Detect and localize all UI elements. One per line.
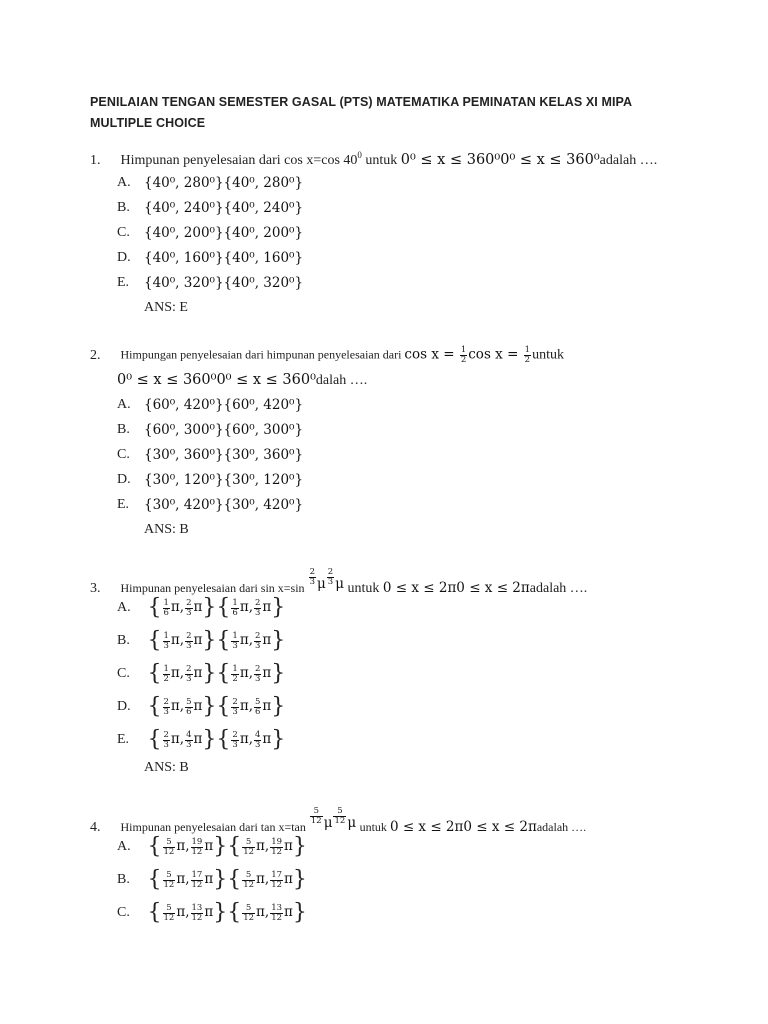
- option-letter: E.: [117, 275, 130, 290]
- option-letter: B.: [117, 422, 130, 437]
- answer-3: ANS: B: [144, 760, 189, 775]
- question-4: [90, 807, 586, 836]
- fraction: $\frac{2}{3}$: [309, 567, 315, 587]
- option-4a[interactable]: [117, 836, 307, 858]
- question-text: Himpungan penyelesaian dari himpunan penyelesaian dari: [120, 347, 405, 362]
- option-value: { $\frac{5}{12}$ π, $\frac{19}{12}$ π}{ $\frac{5}{12}$ π, $\frac{19}{12}$ π}: [147, 834, 307, 859]
- option-letter: C.: [117, 225, 130, 240]
- question-text-mid: untuk: [359, 820, 390, 834]
- question-3: [90, 568, 587, 597]
- question-1: [90, 150, 657, 169]
- option-2c[interactable]: [117, 447, 303, 463]
- option-3b[interactable]: [117, 630, 285, 652]
- option-letter: B.: [117, 633, 130, 648]
- range-expression: 0 ≤ x ≤ 2π0 ≤ x ≤ 2π: [389, 819, 537, 835]
- mu-symbol: μ: [347, 815, 357, 831]
- option-letter: A.: [117, 839, 131, 854]
- option-value: { $\frac{5}{12}$ π, $\frac{13}{12}$ π}{ $\frac{5}{12}$ π, $\frac{13}{12}$ π}: [147, 900, 307, 925]
- option-letter: E.: [117, 497, 130, 512]
- option-letter: D.: [117, 699, 131, 714]
- range-expression: 0⁰ ≤ x ≤ 360⁰0⁰ ≤ x ≤ 360⁰: [117, 372, 316, 388]
- answer-2: ANS: B: [144, 522, 189, 537]
- question-2: [90, 346, 564, 365]
- option-2d[interactable]: [117, 472, 303, 488]
- question-text: Himpunan penyelesaian dari tan x=tan: [120, 820, 309, 834]
- fraction-half: $\frac{1}{2}$: [524, 345, 531, 365]
- answer-1: ANS: E: [144, 300, 188, 315]
- option-value: {60⁰, 300⁰}{60⁰, 300⁰}: [144, 422, 304, 438]
- equation-a: cos x =: [404, 346, 459, 363]
- option-value: { $\frac{5}{12}$ π, $\frac{17}{12}$ π}{ $\frac{5}{12}$ π, $\frac{17}{12}$ π}: [147, 867, 307, 892]
- fraction: $\frac{5}{12}$: [334, 806, 346, 826]
- option-3e[interactable]: [117, 729, 285, 751]
- option-value: {30⁰, 360⁰}{30⁰, 360⁰}: [144, 447, 304, 463]
- option-letter: C.: [117, 666, 130, 681]
- option-1e[interactable]: [117, 275, 303, 291]
- document-subtitle: MULTIPLE CHOICE: [90, 116, 206, 130]
- option-letter: D.: [117, 250, 131, 265]
- option-letter: C.: [117, 447, 130, 462]
- option-letter: A.: [117, 397, 131, 412]
- option-value: {40⁰, 280⁰}{40⁰, 280⁰}: [144, 175, 304, 191]
- option-3a[interactable]: [117, 597, 285, 619]
- option-value: {30⁰, 120⁰}{30⁰, 120⁰}: [144, 472, 304, 488]
- option-value: {40⁰, 160⁰}{40⁰, 160⁰}: [144, 250, 304, 266]
- question-number: 2.: [90, 347, 101, 363]
- question-number: 1.: [90, 153, 101, 168]
- fraction-half: $\frac{1}{2}$: [460, 345, 467, 365]
- question-text-mid: untuk: [347, 581, 383, 596]
- option-letter: E.: [117, 732, 130, 747]
- fraction: $\frac{2}{3}$: [327, 567, 334, 587]
- degree-sup: 0: [357, 150, 362, 160]
- option-4c[interactable]: [117, 902, 307, 924]
- question-2-line-2: [117, 372, 367, 389]
- option-letter: B.: [117, 872, 130, 887]
- option-value: { $\frac{1}{2}$ π, $\frac{2}{3}$ π}{ $\frac{1}{2}$ π, $\frac{2}{3}$ π}: [147, 661, 286, 686]
- option-value: {40⁰, 240⁰}{40⁰, 240⁰}: [144, 200, 304, 216]
- option-3d[interactable]: [117, 696, 285, 718]
- question-suffix: dalah ….: [315, 373, 368, 388]
- question-text: Himpunan penyelesaian dari sin x=sin: [120, 581, 308, 595]
- mu-symbol: μ: [323, 815, 333, 831]
- option-value: {60⁰, 420⁰}{60⁰, 420⁰}: [144, 397, 304, 413]
- question-suffix: adalah ….: [536, 820, 587, 834]
- option-letter: D.: [117, 472, 131, 487]
- question-text: Himpunan penyelesaian dari cos x=cos 40: [120, 153, 358, 168]
- option-letter: A.: [117, 600, 131, 615]
- option-4b[interactable]: [117, 869, 307, 891]
- question-suffix: untuk: [532, 347, 564, 363]
- option-2b[interactable]: [117, 422, 303, 438]
- question-suffix: adalah ….: [599, 153, 658, 168]
- equation-b: cos x =: [468, 346, 523, 363]
- question-text-mid: untuk: [361, 153, 401, 168]
- option-value: { $\frac{1}{6}$ π, $\frac{2}{3}$ π}{ $\frac{1}{6}$ π, $\frac{2}{3}$ π}: [147, 595, 286, 620]
- option-1b[interactable]: [117, 200, 303, 216]
- option-letter: A.: [117, 175, 131, 190]
- option-value: {40⁰, 320⁰}{40⁰, 320⁰}: [144, 275, 304, 291]
- range-expression: 0 ≤ x ≤ 2π0 ≤ x ≤ 2π: [382, 580, 530, 596]
- option-value: { $\frac{1}{3}$ π, $\frac{2}{3}$ π}{ $\frac{1}{3}$ π, $\frac{2}{3}$ π}: [147, 628, 286, 653]
- question-suffix: adalah ….: [529, 581, 588, 596]
- option-letter: C.: [117, 905, 130, 920]
- option-letter: B.: [117, 200, 130, 215]
- document-title: PENILAIAN TENGAN SEMESTER GASAL (PTS) MATEMATIKA PEMINATAN KELAS XI MIPA: [90, 95, 633, 109]
- question-number: 3.: [90, 581, 101, 596]
- option-1a[interactable]: [117, 175, 303, 191]
- mu-symbol: μ: [335, 576, 344, 592]
- fraction: $\frac{5}{12}$: [310, 806, 322, 826]
- option-2a[interactable]: [117, 397, 303, 413]
- option-1d[interactable]: [117, 250, 303, 266]
- option-1c[interactable]: [117, 225, 303, 241]
- mu-symbol: μ: [316, 576, 326, 592]
- range-expression: 0⁰ ≤ x ≤ 360⁰0⁰ ≤ x ≤ 360⁰: [400, 152, 600, 168]
- option-value: { $\frac{2}{3}$ π, $\frac{5}{6}$ π}{ $\frac{2}{3}$ π, $\frac{5}{6}$ π}: [147, 694, 286, 719]
- option-3c[interactable]: [117, 663, 285, 685]
- option-value: {40⁰, 200⁰}{40⁰, 200⁰}: [144, 225, 304, 241]
- option-value: { $\frac{2}{3}$ π, $\frac{4}{3}$ π}{ $\frac{2}{3}$ π, $\frac{4}{3}$ π}: [147, 727, 286, 752]
- question-number: 4.: [90, 820, 101, 835]
- option-2e[interactable]: [117, 497, 303, 513]
- option-value: {30⁰, 420⁰}{30⁰, 420⁰}: [144, 497, 304, 513]
